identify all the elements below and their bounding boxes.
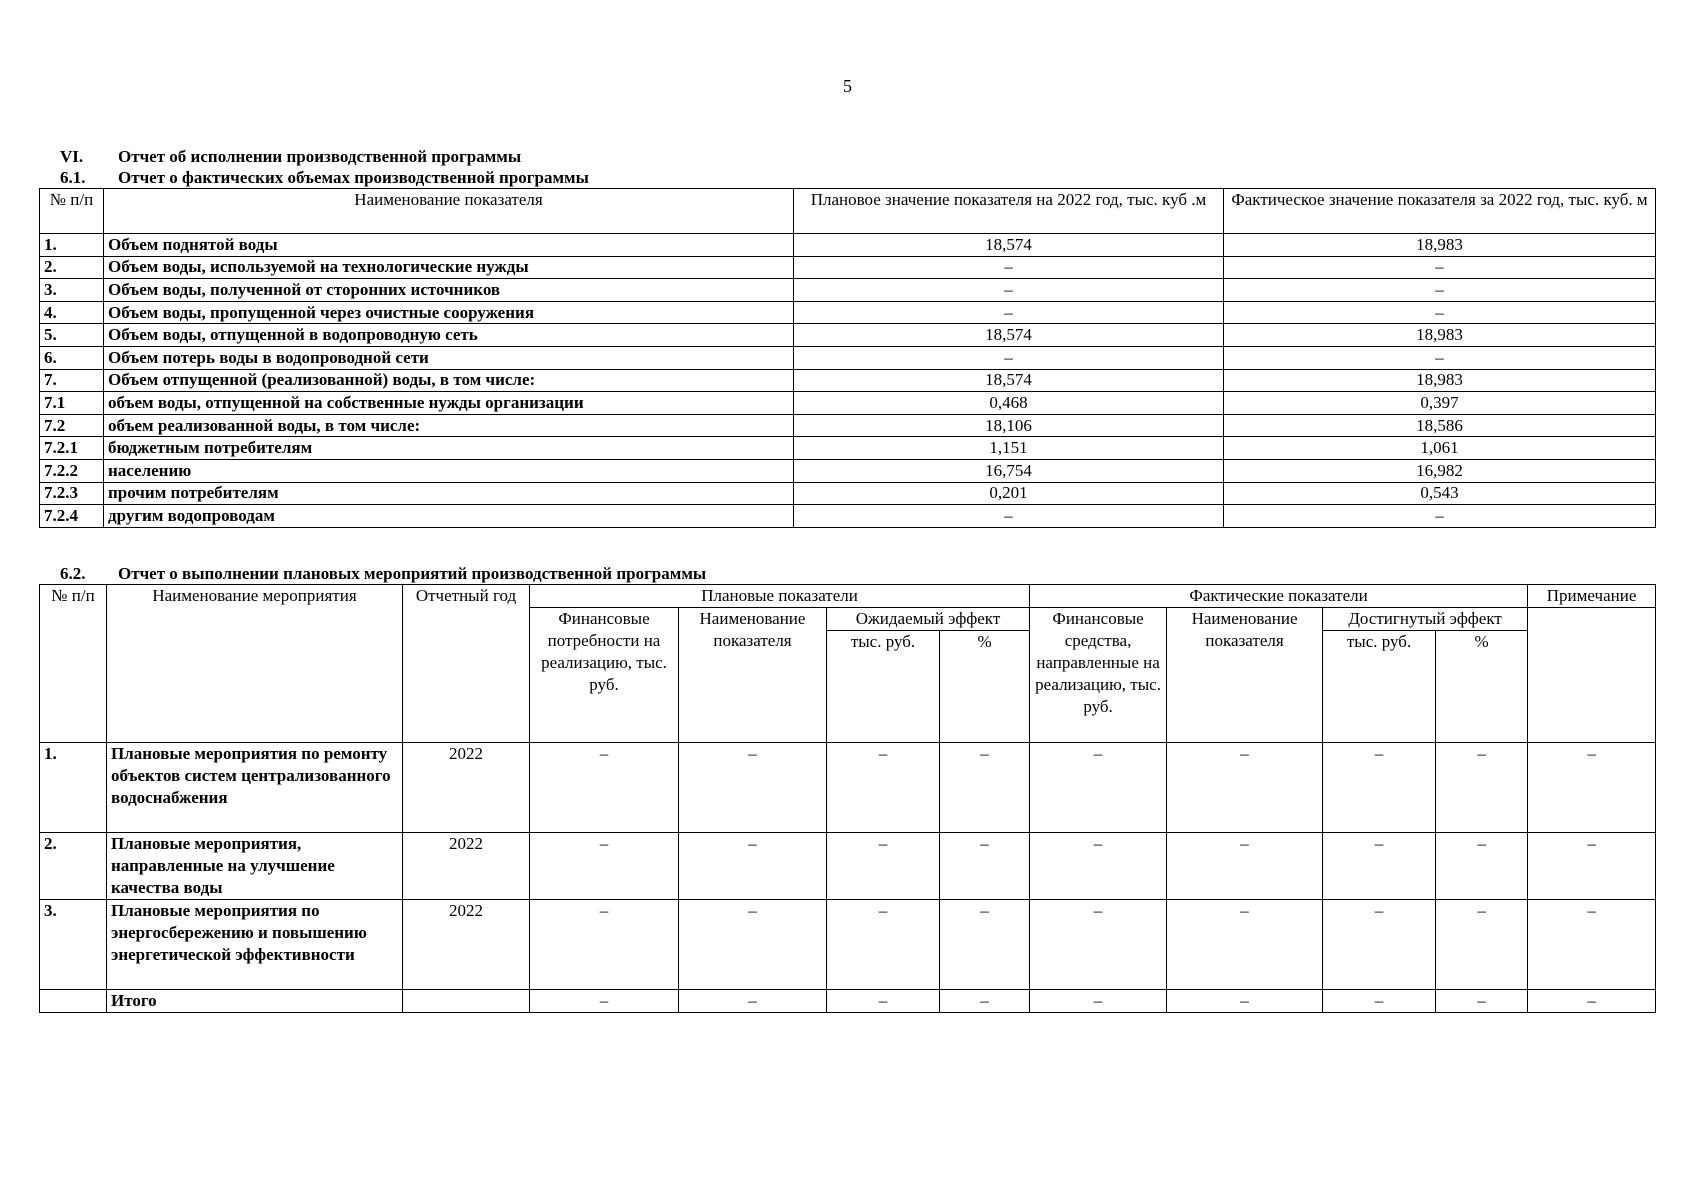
row-number: 5. [40, 324, 104, 347]
table-row [40, 900, 1656, 990]
row-year: 2022 [403, 900, 530, 990]
row-fact-value: 18,983 [1224, 369, 1656, 392]
row-name: объем реализованной воды, в том числе: [104, 414, 794, 437]
row-name: Объем отпущенной (реализованной) воды, в том числе: [104, 369, 794, 392]
table2-header-note: Примечание [1528, 585, 1656, 608]
row-name: Объем воды, отпущенной в водопроводную сеть [104, 324, 794, 347]
section-heading [60, 147, 521, 167]
row-number: 7.2.3 [40, 482, 104, 505]
table-row [40, 437, 1656, 460]
row-value-4: – [940, 833, 1030, 900]
row-plan-value: 0,468 [794, 392, 1224, 415]
row-value-3: – [827, 833, 940, 900]
row-measure-name: Плановые мероприятия по энергосбережению и повышению энергетической эффективности [107, 900, 403, 990]
row-value-1: – [530, 990, 679, 1013]
table1-header-name: Наименование показателя [104, 189, 794, 234]
row-value-1: – [530, 833, 679, 900]
row-number: 7.2.1 [40, 437, 104, 460]
table1-header-row [40, 189, 1656, 234]
table-row [40, 369, 1656, 392]
row-number: 1. [40, 234, 104, 257]
row-value-6: – [1167, 743, 1323, 833]
row-value-4: – [940, 990, 1030, 1013]
row-fact-value: 18,983 [1224, 234, 1656, 257]
table-row [40, 990, 1656, 1013]
row-value-9: – [1528, 900, 1656, 990]
row-fact-value: 0,397 [1224, 392, 1656, 415]
table2-header-name: Наименование мероприятия [107, 585, 403, 743]
row-value-2: – [679, 833, 827, 900]
table-row [40, 346, 1656, 369]
row-value-1: – [530, 900, 679, 990]
row-number: 6. [40, 346, 104, 369]
row-name: Объем потерь воды в водопроводной сети [104, 346, 794, 369]
row-number: 7.1 [40, 392, 104, 415]
row-plan-value: 18,106 [794, 414, 1224, 437]
row-plan-value: – [794, 256, 1224, 279]
table2-header-plan-effect: Ожидаемый эффект [827, 608, 1030, 631]
row-name: Объем воды, пропущенной через очистные сооружения [104, 301, 794, 324]
table-row [40, 482, 1656, 505]
row-number: 3. [40, 900, 107, 990]
production-volumes-table [39, 188, 1656, 528]
table2-header-year: Отчетный год [403, 585, 530, 743]
row-number: 7.2.2 [40, 459, 104, 482]
subsection2-number: 6.2. [60, 564, 86, 583]
row-value-1: – [530, 743, 679, 833]
row-number: 1. [40, 743, 107, 833]
table2-header-fact-fin: Финансовые средства, направленные на реализацию, тыс. руб. [1030, 608, 1167, 743]
table2-header-plan-group: Плановые показатели [530, 585, 1030, 608]
table-row [40, 743, 1656, 833]
row-value-2: – [679, 900, 827, 990]
row-year: 2022 [403, 743, 530, 833]
row-fact-value: – [1224, 256, 1656, 279]
table-row [40, 301, 1656, 324]
row-value-6: – [1167, 833, 1323, 900]
table1-header-plan: Плановое значение показателя на 2022 год, тыс. куб .м [794, 189, 1224, 234]
row-year: 2022 [403, 833, 530, 900]
row-value-5: – [1030, 990, 1167, 1013]
row-value-4: – [940, 743, 1030, 833]
subsection1-heading [60, 168, 589, 188]
row-plan-value: – [794, 505, 1224, 528]
row-number: 7. [40, 369, 104, 392]
row-name: населению [104, 459, 794, 482]
row-fact-value: – [1224, 279, 1656, 302]
row-value-3: – [827, 743, 940, 833]
row-value-9: – [1528, 990, 1656, 1013]
planned-measures-table [39, 584, 1656, 1013]
row-fact-value: – [1224, 505, 1656, 528]
row-value-7: – [1323, 833, 1436, 900]
table-row [40, 234, 1656, 257]
row-value-5: – [1030, 900, 1167, 990]
row-number: 7.2.4 [40, 505, 104, 528]
row-name: Объем поднятой воды [104, 234, 794, 257]
table2-header-plan-fin: Финансовые потребности на реализацию, тыс. руб. [530, 608, 679, 743]
row-plan-value: – [794, 346, 1224, 369]
table2-header-fact-effect: Достигнутый эффект [1323, 608, 1528, 631]
table-row [40, 459, 1656, 482]
row-value-2: – [679, 743, 827, 833]
row-value-3: – [827, 900, 940, 990]
row-name: бюджетным потребителям [104, 437, 794, 460]
subsection2-heading [60, 564, 706, 584]
row-value-8: – [1436, 743, 1528, 833]
row-name: Объем воды, полученной от сторонних источников [104, 279, 794, 302]
row-plan-value: 18,574 [794, 369, 1224, 392]
row-value-6: – [1167, 900, 1323, 990]
table2-header-fact-ind: Наименование показателя [1167, 608, 1323, 743]
row-fact-value: 1,061 [1224, 437, 1656, 460]
table2-header-fact-rub: тыс. руб. [1323, 631, 1436, 743]
subsection1-title: Отчет о фактических объемах производственной программы [118, 168, 589, 187]
row-number: 7.2 [40, 414, 104, 437]
row-value-3: – [827, 990, 940, 1013]
row-fact-value: 18,983 [1224, 324, 1656, 347]
row-value-7: – [1323, 990, 1436, 1013]
table2-header-plan-pct: % [940, 631, 1030, 743]
table2-header-plan-ind: Наименование показателя [679, 608, 827, 743]
table1-header-fact: Фактическое значение показателя за 2022 год, тыс. куб. м [1224, 189, 1656, 234]
row-plan-value: 16,754 [794, 459, 1224, 482]
row-name: объем воды, отпущенной на собственные нужды организации [104, 392, 794, 415]
row-fact-value: 16,982 [1224, 459, 1656, 482]
row-plan-value: – [794, 301, 1224, 324]
row-measure-name: Итого [107, 990, 403, 1013]
table-row [40, 833, 1656, 900]
section-title: Отчет об исполнении производственной программы [118, 147, 522, 166]
row-number: 3. [40, 279, 104, 302]
row-measure-name: Плановые мероприятия, направленные на улучшение качества воды [107, 833, 403, 900]
section-number: VI. [60, 147, 84, 166]
row-value-5: – [1030, 743, 1167, 833]
row-number: 2. [40, 256, 104, 279]
subsection1-number: 6.1. [60, 168, 86, 187]
table2-header-note-blank [1528, 608, 1656, 743]
table2-header-fact-pct: % [1436, 631, 1528, 743]
table1-header-no: № п/п [40, 189, 104, 234]
table2-header-plan-rub: тыс. руб. [827, 631, 940, 743]
row-plan-value: 1,151 [794, 437, 1224, 460]
row-value-5: – [1030, 833, 1167, 900]
row-name: Объем воды, используемой на технологические нужды [104, 256, 794, 279]
row-value-9: – [1528, 833, 1656, 900]
table-row [40, 414, 1656, 437]
table2-header-fact-group: Фактические показатели [1030, 585, 1528, 608]
row-plan-value: 0,201 [794, 482, 1224, 505]
row-value-6: – [1167, 990, 1323, 1013]
row-value-9: – [1528, 743, 1656, 833]
row-name: прочим потребителям [104, 482, 794, 505]
row-year [403, 990, 530, 1013]
table-row [40, 505, 1656, 528]
subsection2-title: Отчет о выполнении плановых мероприятий производственной программы [118, 564, 707, 583]
row-fact-value: – [1224, 346, 1656, 369]
table-row [40, 324, 1656, 347]
row-plan-value: 18,574 [794, 234, 1224, 257]
row-number [40, 990, 107, 1013]
table-row [40, 256, 1656, 279]
table-row [40, 392, 1656, 415]
row-number: 2. [40, 833, 107, 900]
page-number: 5 [843, 76, 852, 96]
row-value-7: – [1323, 743, 1436, 833]
row-value-8: – [1436, 833, 1528, 900]
row-fact-value: 18,586 [1224, 414, 1656, 437]
row-value-2: – [679, 990, 827, 1013]
table2-header-no: № п/п [40, 585, 107, 743]
row-plan-value: 18,574 [794, 324, 1224, 347]
row-name: другим водопроводам [104, 505, 794, 528]
row-measure-name: Плановые мероприятия по ремонту объектов систем централизованного водоснабжения [107, 743, 403, 833]
row-value-7: – [1323, 900, 1436, 990]
table2-header-row-1 [40, 585, 1656, 608]
row-fact-value: – [1224, 301, 1656, 324]
row-plan-value: – [794, 279, 1224, 302]
row-value-4: – [940, 900, 1030, 990]
table-row [40, 279, 1656, 302]
row-value-8: – [1436, 900, 1528, 990]
row-value-8: – [1436, 990, 1528, 1013]
row-number: 4. [40, 301, 104, 324]
row-fact-value: 0,543 [1224, 482, 1656, 505]
